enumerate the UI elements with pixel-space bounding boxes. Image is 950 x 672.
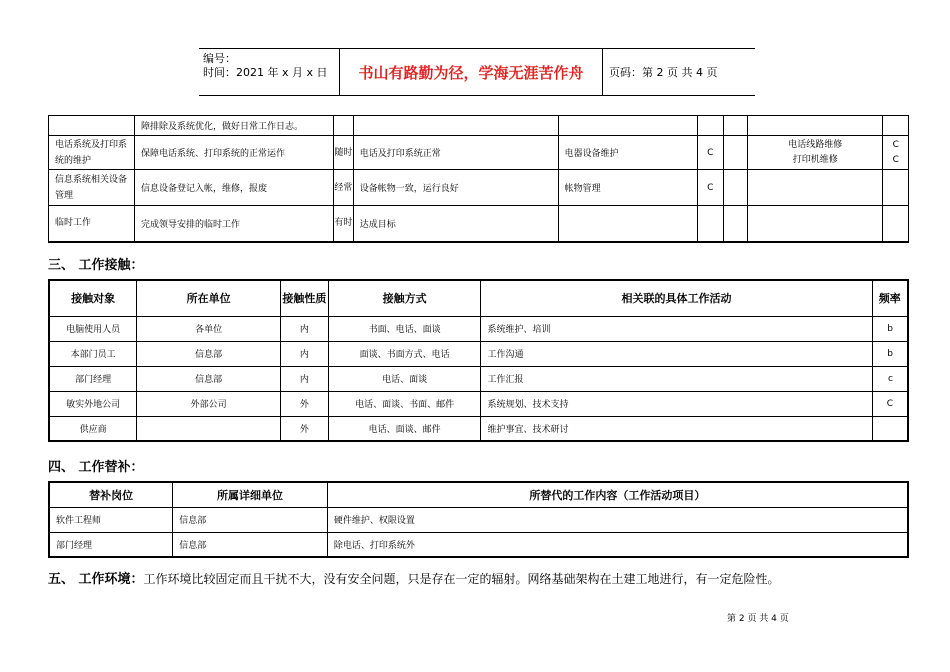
contact-cell: c	[872, 366, 908, 391]
duties-cell	[558, 116, 697, 136]
contact-cell: 信息部	[137, 366, 281, 391]
duties-cell: 达成目标	[353, 206, 558, 242]
contact-cell: 电话、面谈、邮件	[328, 416, 481, 441]
substitute-cell: 软件工程师	[49, 507, 173, 532]
duties-cell	[723, 170, 748, 206]
duties-cell: 帐物管理	[558, 170, 697, 206]
header-number: 编号：	[203, 52, 236, 65]
duties-cell: 电器设备维护	[558, 136, 697, 170]
contact-header: 相关联的具体工作活动	[481, 280, 872, 316]
contact-cell: 工作汇报	[481, 366, 872, 391]
section-3-title: 三、 工作接触：	[48, 258, 144, 273]
contact-cell: C	[872, 391, 908, 416]
duties-row	[49, 136, 909, 170]
substitute-row	[49, 507, 908, 532]
substitute-header: 所替代的工作内容（工作活动项目）	[327, 482, 908, 507]
duties-cell	[723, 206, 748, 242]
contact-row	[49, 341, 908, 366]
contact-row	[49, 316, 908, 341]
header-time: 时间：2021 年 x 月 x 日	[203, 66, 328, 79]
duties-cell: C	[698, 170, 723, 206]
section-5	[48, 568, 780, 587]
duties-cell: 电话线路维修 打印机维修	[748, 136, 883, 170]
contact-cell: 电话、面谈、书面、邮件	[328, 391, 481, 416]
contact-cell: 面谈、书面方式、电话	[328, 341, 481, 366]
duties-cell: C	[698, 136, 723, 170]
contact-cell: 内	[280, 316, 328, 341]
contact-cell: 供应商	[49, 416, 137, 441]
contact-row	[49, 416, 908, 441]
duties-cell: 完成领导安排的临时工作	[135, 206, 334, 242]
contact-cell	[137, 416, 281, 441]
duties-cell	[883, 206, 909, 242]
duties-cell	[748, 206, 883, 242]
contact-cell: 外	[280, 391, 328, 416]
header-page: 页码：第 2 页 共 4 页	[609, 66, 718, 79]
contact-cell: 信息部	[137, 341, 281, 366]
page-header	[199, 48, 755, 96]
section-5-title: 五、 工作环境：	[48, 572, 144, 587]
duties-cell: 有时	[334, 206, 354, 242]
duties-cell	[748, 116, 883, 136]
contact-cell: 维护事宜、技术研讨	[481, 416, 872, 441]
contact-cell: 敏实外地公司	[49, 391, 137, 416]
contact-cell: 系统规划、技术支持	[481, 391, 872, 416]
section-4-title: 四、 工作替补：	[48, 460, 144, 475]
duties-cell	[334, 116, 354, 136]
duties-cell: 设备帐物一致，运行良好	[353, 170, 558, 206]
substitute-table	[48, 481, 909, 558]
contact-cell: 外部公司	[137, 391, 281, 416]
duties-row	[49, 170, 909, 206]
contact-cell: 工作沟通	[481, 341, 872, 366]
contact-header: 所在单位	[137, 280, 281, 316]
duties-cell	[883, 116, 909, 136]
duties-cell: 临时工作	[49, 206, 135, 242]
duties-cell: 经常	[334, 170, 354, 206]
header-meta	[199, 49, 340, 95]
contact-cell: 本部门员工	[49, 341, 137, 366]
contact-cell: 内	[280, 366, 328, 391]
substitute-header: 所属详细单位	[173, 482, 328, 507]
duties-cell: 保障电话系统、打印系统的正常运作	[135, 136, 334, 170]
header-motto: 书山有路勤为径，学海无涯苦作舟	[340, 49, 603, 95]
substitute-row	[49, 532, 908, 557]
section-5-body: 工作环境比较固定而且干扰不大，没有安全问题，只是存在一定的辐射。网络基础架构在土建工地进行，有一定危险性。	[143, 572, 780, 586]
duties-cell: 障排除及系统优化，做好日常工作日志。	[135, 116, 334, 136]
contact-cell: 部门经理	[49, 366, 137, 391]
substitute-header: 替补岗位	[49, 482, 173, 507]
contact-header: 接触性质	[280, 280, 328, 316]
contact-row	[49, 391, 908, 416]
contact-cell: b	[872, 316, 908, 341]
contact-header: 频率	[872, 280, 908, 316]
duties-cell: 随时	[334, 136, 354, 170]
contact-cell: 电脑使用人员	[49, 316, 137, 341]
duties-cell	[698, 116, 723, 136]
duties-cell	[353, 116, 558, 136]
duties-table	[48, 115, 909, 243]
substitute-cell: 硬件维护、权限设置	[327, 507, 908, 532]
contact-cell	[872, 416, 908, 441]
duties-cell: 信息系统相关设备管理	[49, 170, 135, 206]
contact-cell: 内	[280, 341, 328, 366]
contact-row	[49, 366, 908, 391]
contact-cell: 各单位	[137, 316, 281, 341]
duties-cell	[698, 206, 723, 242]
duties-cell	[558, 206, 697, 242]
contact-cell: 系统维护、培训	[481, 316, 872, 341]
contact-table	[48, 279, 909, 442]
contact-header: 接触对象	[49, 280, 137, 316]
contact-cell: b	[872, 341, 908, 366]
duties-row	[49, 116, 909, 136]
duties-cell	[723, 136, 748, 170]
duties-cell	[723, 116, 748, 136]
substitute-cell: 信息部	[173, 507, 328, 532]
duties-cell: 电话及打印系统正常	[353, 136, 558, 170]
page-footer: 第 2 页 共 4 页	[727, 614, 789, 624]
duties-cell	[49, 116, 135, 136]
contact-header: 接触方式	[328, 280, 481, 316]
substitute-cell: 部门经理	[49, 532, 173, 557]
substitute-cell: 除电话、打印系统外	[327, 532, 908, 557]
duties-cell: 电话系统及打印系统的维护	[49, 136, 135, 170]
contact-cell: 外	[280, 416, 328, 441]
duties-row	[49, 206, 909, 242]
duties-cell	[883, 170, 909, 206]
duties-cell: 信息设备登记入帐，维修，报废	[135, 170, 334, 206]
contact-cell: 电话、面谈	[328, 366, 481, 391]
duties-cell: C C	[883, 136, 909, 170]
contact-cell: 书面、电话、面谈	[328, 316, 481, 341]
substitute-cell: 信息部	[173, 532, 328, 557]
duties-cell	[748, 170, 883, 206]
